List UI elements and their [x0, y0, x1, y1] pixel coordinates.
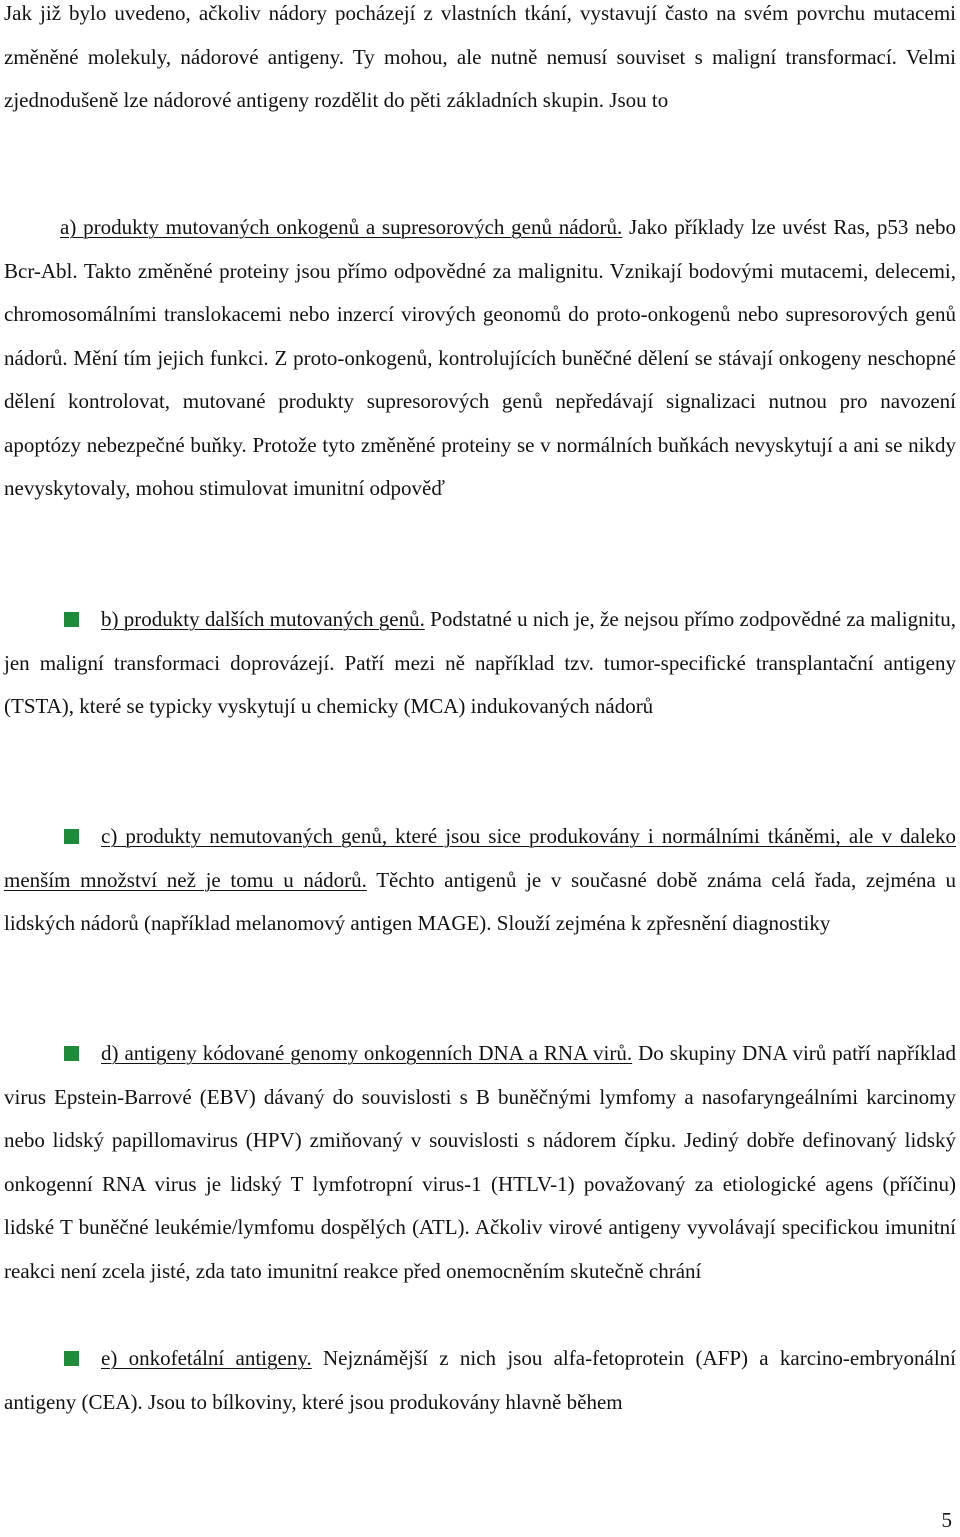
item-c-paragraph — [4, 815, 956, 946]
item-b-text: Podstatné u nich je, že nejsou přímo zodpovědné za malignitu, jen maligní transformaci doprovázejí. Patří mezi ně například tzv. tumor-specifické transplantační antigeny (TSTA), které se typicky vyskytují u chemicky (MCA) indukovaných nádorů — [4, 607, 956, 718]
intro-paragraph: Jak již bylo uvedeno, ačkoliv nádory pocházejí z vlastních tkání, vystavují často na svém povrchu mutacemi změněné molekuly, nádorové antigeny. Ty mohou, ale nutně nemusí souviset s maligní transformací. Velmi zjednodušeně lze nádorové antigeny rozdělit do pěti základních skupin. Jsou to — [4, 1, 956, 112]
page-number: 5 — [941, 1508, 952, 1532]
green-square-bullet-icon — [64, 829, 79, 844]
item-e-title: e) onkofetální antigeny. — [101, 1346, 312, 1370]
item-d-text: Do skupiny DNA virů patří například virus Epstein-Barrové (EBV) dávaný do souvislosti s B buněčnými lymfomy a nasofaryngeálními karcinomy nebo lidský papillomavirus (HPV) zmiňovaný v souvislosti s nádorem čípku. Jediný dobře definovaný lidský onkogenní RNA virus je lidský T lymfotropní virus-1 (HTLV-1) považovaný za etiologické agens (příčinu) lidské T buněčné leukémie/lymfomu dospělých (ATL). Ačkoliv virové antigeny vyvolávají specifickou imunitní reakci není zcela jisté, zda tato imunitní reakce před onemocněním skutečně chrání — [4, 1041, 956, 1283]
item-b-paragraph — [4, 598, 956, 729]
green-square-bullet-icon — [64, 1046, 79, 1061]
item-e-text: Nejznámější z nich jsou alfa-fetoprotein (AFP) a karcino-embryonální antigeny (CEA). Jsou to bílkoviny, které jsou produkovány hlavně během — [4, 1346, 957, 1414]
item-c-title: c) produkty nemutovaných genů, které jsou sice produkovány i normálními tkáněmi, ale v daleko menším množství než je tomu u nádorů. — [4, 824, 956, 892]
green-square-bullet-icon — [64, 612, 79, 627]
item-c-text: Těchto antigenů je v současné době známa celá řada, zejména u lidských nádorů (například melanomový antigen MAGE). Slouží zejména k zpřesnění diagnostiky — [4, 867, 956, 935]
item-d-paragraph — [4, 1032, 956, 1293]
item-a-paragraph — [4, 206, 956, 511]
item-b-title: b) produkty dalších mutovaných genů. — [101, 607, 425, 631]
item-d-title: d) antigeny kódované genomy onkogenních DNA a RNA virů. — [101, 1041, 633, 1065]
item-a-text: Jako příklady lze uvést Ras, p53 nebo Bcr-Abl. Takto změněné proteiny jsou přímo odpovědné za malignitu. Vznikají bodovými mutacemi, delecemi, chromosomálními translokacemi nebo inzercí virových geonomů do proto-onkogenů nebo supresorových genů nádorů. Mění tím jejich funkci. Z proto-onkogenů, kontrolujících buněčné dělení se stávají onkogeny neschopné dělení kontrolovat, mutované produkty supresorových genů nepředávají signalizaci nutnou pro navození apoptózy nebezpečné buňky. Protože tyto změněné proteiny se v normálních buňkách nevyskytují a ani se nikdy nevyskytovaly, mohou stimulovat imunitní odpověď — [4, 215, 956, 500]
green-square-bullet-icon — [64, 1351, 79, 1366]
item-a-title: a) produkty mutovaných onkogenů a supresorových genů nádorů. — [60, 215, 623, 239]
item-e-paragraph — [4, 1337, 956, 1424]
